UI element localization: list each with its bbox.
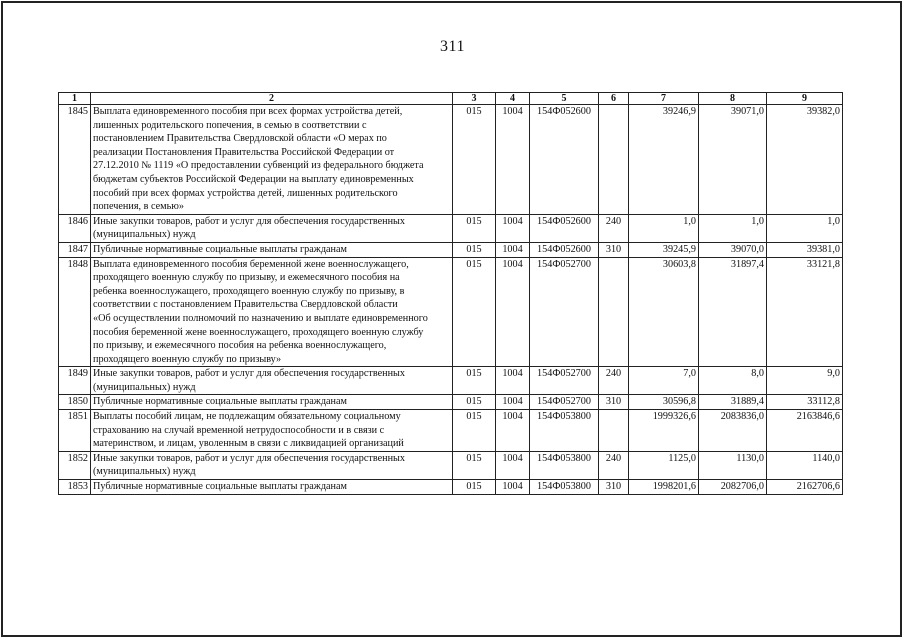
expense-type-code <box>599 410 629 452</box>
amount-year-2: 1,0 <box>699 214 767 242</box>
expense-type-code: 310 <box>599 480 629 495</box>
description-line: пособий при всех формах устройства детей, лишенных родительского <box>93 187 398 199</box>
expense-type-code: 240 <box>599 367 629 395</box>
row-number: 1851 <box>59 410 91 452</box>
description-line: ребенка военнослужащего, проходящего военную службу по призыву, в <box>93 285 405 297</box>
row-description <box>91 395 453 410</box>
amount-year-3: 1,0 <box>767 214 843 242</box>
description-line: (муниципальных) нужд <box>93 381 196 393</box>
column-header: 3 <box>453 93 496 105</box>
ministry-code: 015 <box>453 395 496 410</box>
column-header: 2 <box>91 93 453 105</box>
amount-year-3: 2163846,6 <box>767 410 843 452</box>
ministry-code: 015 <box>453 257 496 367</box>
description-line: материнством, и лицам, уволенным в связи с ликвидацией организаций <box>93 438 404 450</box>
row-description <box>91 410 453 452</box>
ministry-code: 015 <box>453 367 496 395</box>
expense-type-code <box>599 257 629 367</box>
ministry-code: 015 <box>453 410 496 452</box>
amount-year-3: 9,0 <box>767 367 843 395</box>
target-article-code: 154Ф052700 <box>530 395 599 410</box>
row-number: 1853 <box>59 480 91 495</box>
description-line: постановлением Правительства Свердловской области «О мерах по <box>93 133 387 145</box>
amount-year-1: 1998201,6 <box>629 480 699 495</box>
amount-year-2: 2082706,0 <box>699 480 767 495</box>
column-header: 1 <box>59 93 91 105</box>
description-line: Выплата единовременного пособия при всех формах устройства детей, <box>93 106 403 117</box>
table-row <box>59 242 843 257</box>
row-number: 1849 <box>59 367 91 395</box>
section-code: 1004 <box>496 451 530 479</box>
description-line: Иные закупки товаров, работ и услуг для обеспечения государственных <box>93 215 405 227</box>
row-number: 1847 <box>59 242 91 257</box>
ministry-code: 015 <box>453 480 496 495</box>
amount-year-1: 1,0 <box>629 214 699 242</box>
row-number: 1848 <box>59 257 91 367</box>
column-header: 5 <box>530 93 599 105</box>
ministry-code: 015 <box>453 105 496 215</box>
table-row <box>59 395 843 410</box>
amount-year-3: 39381,0 <box>767 242 843 257</box>
amount-year-2: 39070,0 <box>699 242 767 257</box>
row-description <box>91 214 453 242</box>
amount-year-3: 33121,8 <box>767 257 843 367</box>
page-number: 311 <box>440 38 465 55</box>
description-line: проходящего военную службу по призыву» <box>93 353 282 365</box>
table-body <box>59 105 843 495</box>
amount-year-1: 30603,8 <box>629 257 699 367</box>
target-article-code: 154Ф052700 <box>530 257 599 367</box>
target-article-code: 154Ф052600 <box>530 214 599 242</box>
expense-type-code <box>599 105 629 215</box>
row-number: 1852 <box>59 451 91 479</box>
description-line: «Об осуществлении полномочий по назначению и выплате единовременного <box>93 312 428 324</box>
target-article-code: 154Ф052600 <box>530 105 599 215</box>
amount-year-1: 1125,0 <box>629 451 699 479</box>
description-line: реализации Постановления Правительства Российской Федерации от <box>93 146 395 158</box>
description-line: Выплаты пособий лицам, не подлежащим обязательному социальному <box>93 411 401 423</box>
amount-year-2: 39071,0 <box>699 105 767 215</box>
amount-year-2: 31889,4 <box>699 395 767 410</box>
expense-type-code: 240 <box>599 214 629 242</box>
column-header: 8 <box>699 93 767 105</box>
row-description <box>91 257 453 367</box>
description-line: Публичные нормативные социальные выплаты гражданам <box>93 481 347 493</box>
description-line: лишенных родительского попечения, в семью в соответствии с <box>93 119 367 131</box>
description-line: Иные закупки товаров, работ и услуг для обеспечения государственных <box>93 452 405 464</box>
target-article-code: 154Ф052700 <box>530 367 599 395</box>
amount-year-1: 1999326,6 <box>629 410 699 452</box>
description-line: Выплата единовременного пособия беременной жене военнослужащего, <box>93 258 409 270</box>
amount-year-3: 1140,0 <box>767 451 843 479</box>
amount-year-3: 33112,8 <box>767 395 843 410</box>
row-description <box>91 105 453 215</box>
amount-year-1: 39245,9 <box>629 242 699 257</box>
section-code: 1004 <box>496 480 530 495</box>
section-code: 1004 <box>496 410 530 452</box>
section-code: 1004 <box>496 214 530 242</box>
target-article-code: 154Ф053800 <box>530 451 599 479</box>
description-line: (муниципальных) нужд <box>93 229 196 241</box>
description-line: Публичные нормативные социальные выплаты гражданам <box>93 243 347 255</box>
ministry-code: 015 <box>453 214 496 242</box>
description-line: (муниципальных) нужд <box>93 466 196 478</box>
amount-year-1: 7,0 <box>629 367 699 395</box>
description-line: страхованию на случай временной нетрудоспособности и в связи с <box>93 424 385 436</box>
section-code: 1004 <box>496 257 530 367</box>
table-row <box>59 451 843 479</box>
amount-year-2: 31897,4 <box>699 257 767 367</box>
table-row <box>59 257 843 367</box>
description-line: 27.12.2010 № 1119 «О предоставлении субвенций из федерального бюджета <box>93 160 424 172</box>
column-header: 9 <box>767 93 843 105</box>
table-row <box>59 105 843 215</box>
section-code: 1004 <box>496 105 530 215</box>
description-line: пособия беременной жене военнослужащего, проходящего военную службу <box>93 326 424 338</box>
section-code: 1004 <box>496 242 530 257</box>
expense-type-code: 310 <box>599 395 629 410</box>
description-line: бюджетам субъектов Российской Федерации на выплату единовременных <box>93 173 414 185</box>
table-row <box>59 480 843 495</box>
section-code: 1004 <box>496 367 530 395</box>
target-article-code: 154Ф052600 <box>530 242 599 257</box>
target-article-code: 154Ф053800 <box>530 410 599 452</box>
amount-year-2: 8,0 <box>699 367 767 395</box>
table-row <box>59 367 843 395</box>
row-description <box>91 367 453 395</box>
amount-year-2: 1130,0 <box>699 451 767 479</box>
row-number: 1845 <box>59 105 91 215</box>
description-line: Публичные нормативные социальные выплаты гражданам <box>93 396 347 408</box>
amount-year-3: 39382,0 <box>767 105 843 215</box>
row-description <box>91 451 453 479</box>
table-row <box>59 214 843 242</box>
amount-year-3: 2162706,6 <box>767 480 843 495</box>
row-number: 1850 <box>59 395 91 410</box>
description-line: по призыву, и ежемесячного пособия на ребенка военнослужащего, <box>93 340 387 352</box>
ministry-code: 015 <box>453 451 496 479</box>
amount-year-1: 30596,8 <box>629 395 699 410</box>
description-line: проходящего военную службу по призыву, и ежемесячного пособия на <box>93 272 400 284</box>
target-article-code: 154Ф053800 <box>530 480 599 495</box>
column-header: 4 <box>496 93 530 105</box>
description-line: попечения, в семью» <box>93 201 184 213</box>
row-number: 1846 <box>59 214 91 242</box>
row-description <box>91 242 453 257</box>
table-row <box>59 410 843 452</box>
column-header: 6 <box>599 93 629 105</box>
budget-table <box>58 92 843 495</box>
description-line: соответствии с постановлением Правительства Свердловской области <box>93 299 398 311</box>
description-line: Иные закупки товаров, работ и услуг для обеспечения государственных <box>93 368 405 380</box>
amount-year-2: 2083836,0 <box>699 410 767 452</box>
column-header: 7 <box>629 93 699 105</box>
row-description <box>91 480 453 495</box>
table-header-row <box>59 93 843 105</box>
expense-type-code: 310 <box>599 242 629 257</box>
section-code: 1004 <box>496 395 530 410</box>
ministry-code: 015 <box>453 242 496 257</box>
amount-year-1: 39246,9 <box>629 105 699 215</box>
expense-type-code: 240 <box>599 451 629 479</box>
